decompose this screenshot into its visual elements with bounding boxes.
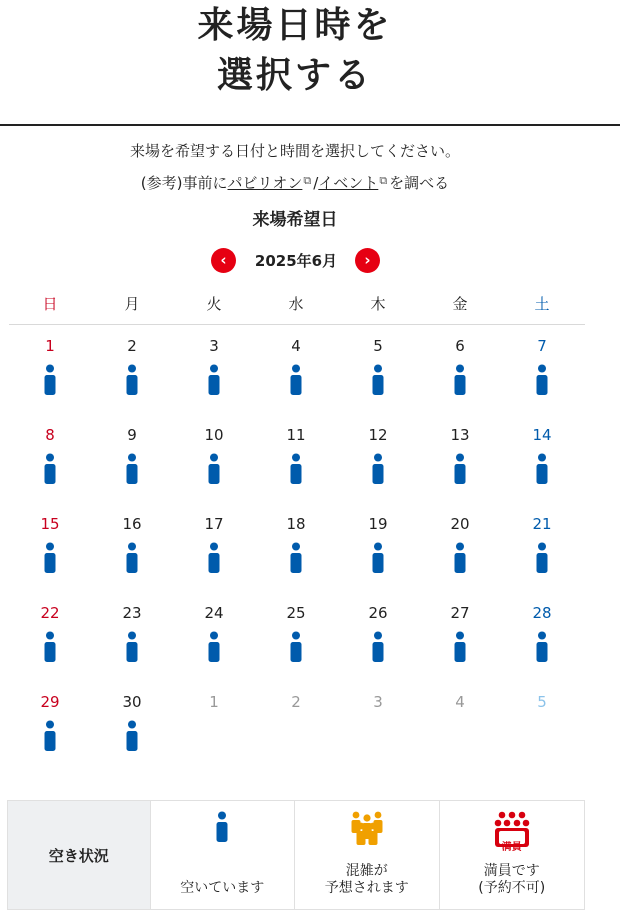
weekday-mon: 月 <box>124 295 140 313</box>
page-header <box>0 0 620 126</box>
person-icon <box>125 453 139 485</box>
person-icon <box>125 542 139 574</box>
day-number: 27 <box>450 604 470 622</box>
person-icon <box>289 453 303 485</box>
calendar-day-cell <box>255 682 337 771</box>
day-number: 1 <box>209 693 219 711</box>
day-number: 10 <box>204 426 224 444</box>
calendar-day-cell[interactable] <box>9 415 91 504</box>
person-icon <box>125 631 139 663</box>
person-icon <box>125 364 139 396</box>
person-icon <box>43 364 57 396</box>
day-number: 11 <box>286 426 306 444</box>
legend-label-full <box>440 863 585 897</box>
calendar-day-cell <box>173 682 255 771</box>
calendar-day-cell <box>501 682 583 771</box>
calendar-day-cell[interactable] <box>419 504 501 593</box>
day-number: 22 <box>40 604 60 622</box>
legend-line: 混雑が <box>345 863 388 879</box>
person-icon <box>453 364 467 396</box>
day-number: 4 <box>291 337 301 355</box>
reference-prefix: (参考)事前に <box>140 174 228 192</box>
day-number: 3 <box>209 337 219 355</box>
chevron-right-icon: › <box>364 251 371 269</box>
person-icon <box>43 720 57 752</box>
person-icon <box>289 542 303 574</box>
full-icon <box>440 811 585 851</box>
calendar-day-cell[interactable] <box>419 593 501 682</box>
availability-legend <box>7 800 585 910</box>
day-number: 5 <box>537 693 547 711</box>
person-icon <box>371 631 385 663</box>
person-icon <box>453 542 467 574</box>
weekday-thu: 木 <box>370 295 386 313</box>
person-icon <box>207 364 221 396</box>
day-number: 17 <box>204 515 224 533</box>
calendar-day-cell <box>419 682 501 771</box>
legend-line: 空いています <box>180 880 265 896</box>
calendar-day-cell[interactable] <box>337 593 419 682</box>
day-number: 13 <box>450 426 470 444</box>
day-number: 23 <box>122 604 142 622</box>
prev-month-button[interactable] <box>211 248 236 273</box>
person-icon <box>207 453 221 485</box>
crowd-icon <box>295 811 439 851</box>
person-icon <box>207 631 221 663</box>
legend-line: (予約不可) <box>478 880 546 896</box>
calendar-day-cell[interactable] <box>501 504 583 593</box>
calendar-day-cell[interactable] <box>173 326 255 415</box>
day-number: 2 <box>291 693 301 711</box>
pavilion-link[interactable] <box>228 174 303 192</box>
month-navigation <box>0 248 590 274</box>
calendar-day-cell[interactable] <box>173 593 255 682</box>
person-icon <box>207 542 221 574</box>
day-number: 4 <box>455 693 465 711</box>
day-number: 29 <box>40 693 60 711</box>
legend-heading: 空き状況 <box>8 801 151 909</box>
day-number: 16 <box>122 515 142 533</box>
day-number: 9 <box>127 426 137 444</box>
reference-separator: / <box>313 174 319 192</box>
person-icon <box>43 542 57 574</box>
weekday-fri: 金 <box>452 295 468 313</box>
person-icon <box>535 542 549 574</box>
person-icon <box>289 364 303 396</box>
day-number: 18 <box>286 515 306 533</box>
day-number: 19 <box>368 515 388 533</box>
next-month-button[interactable] <box>355 248 380 273</box>
day-number: 12 <box>368 426 388 444</box>
calendar-day-cell[interactable] <box>501 415 583 504</box>
person-icon <box>43 631 57 663</box>
legend-label-available <box>151 880 295 897</box>
day-number: 2 <box>127 337 137 355</box>
person-icon <box>535 631 549 663</box>
calendar-day-cell[interactable] <box>419 415 501 504</box>
calendar-day-cell[interactable] <box>9 593 91 682</box>
person-icon <box>371 453 385 485</box>
calendar-day-cell[interactable] <box>91 415 173 504</box>
calendar-day-cell[interactable] <box>91 593 173 682</box>
day-number: 5 <box>373 337 383 355</box>
day-number: 28 <box>532 604 552 622</box>
legend-line: 予想されます <box>324 880 409 896</box>
legend-line: 満員です <box>483 863 540 879</box>
current-month-label: 2025年6月 <box>254 252 338 270</box>
person-icon <box>453 453 467 485</box>
day-number: 24 <box>204 604 224 622</box>
external-link-icon: ⧉ <box>303 174 312 187</box>
calendar-day-cell[interactable] <box>91 326 173 415</box>
day-number: 30 <box>122 693 142 711</box>
calendar-day-cell[interactable] <box>501 593 583 682</box>
event-link-label: イベント <box>318 174 379 192</box>
person-icon <box>43 453 57 485</box>
weekday-wed: 水 <box>288 295 304 313</box>
external-link-icon: ⧉ <box>379 174 388 187</box>
day-number: 3 <box>373 693 383 711</box>
weekday-header <box>9 292 585 325</box>
reference-suffix: を調べる <box>389 174 450 192</box>
weekday-sun: 日 <box>42 295 58 313</box>
person-icon <box>125 720 139 752</box>
calendar-day-cell[interactable] <box>91 504 173 593</box>
person-icon <box>535 364 549 396</box>
day-number: 6 <box>455 337 465 355</box>
legend-label-crowded <box>295 863 439 897</box>
calendar-day-cell <box>337 682 419 771</box>
calendar-day-cell[interactable] <box>255 504 337 593</box>
day-number: 25 <box>286 604 306 622</box>
date-heading: 来場希望日 <box>252 210 338 230</box>
day-number: 7 <box>537 337 547 355</box>
calendar-day-cell[interactable] <box>337 415 419 504</box>
weekday-sat: 土 <box>534 295 550 313</box>
day-number: 8 <box>45 426 55 444</box>
calendar-day-cell[interactable] <box>255 593 337 682</box>
person-icon <box>289 631 303 663</box>
full-badge-text: 満員 <box>501 842 522 853</box>
page-title-line2: 選択する <box>216 55 373 96</box>
calendar-day-cell[interactable] <box>9 504 91 593</box>
calendar-day-cell[interactable] <box>255 415 337 504</box>
calendar-day-cell[interactable] <box>337 326 419 415</box>
person-icon <box>453 631 467 663</box>
day-number: 21 <box>532 515 552 533</box>
calendar-day-cell[interactable] <box>501 326 583 415</box>
person-icon <box>151 811 295 851</box>
calendar-day-cell[interactable] <box>173 415 255 504</box>
legend-item-available <box>151 801 296 909</box>
day-number: 15 <box>40 515 60 533</box>
calendar-day-cell[interactable] <box>419 326 501 415</box>
legend-item-crowded <box>295 801 440 909</box>
calendar-day-cell[interactable] <box>337 504 419 593</box>
page-title-line1: 来場日時を <box>197 5 393 46</box>
calendar-day-cell[interactable] <box>9 326 91 415</box>
pavilion-link-label: パビリオン <box>227 174 303 192</box>
calendar-day-cell[interactable] <box>91 682 173 771</box>
calendar-day-cell[interactable] <box>173 504 255 593</box>
person-icon <box>371 364 385 396</box>
day-number: 14 <box>532 426 552 444</box>
day-number: 20 <box>450 515 470 533</box>
chevron-left-icon: ‹ <box>220 251 227 269</box>
lead-text: 来場を希望する日付と時間を選択してください。 <box>129 142 460 160</box>
calendar-day-cell[interactable] <box>9 682 91 771</box>
person-icon <box>371 542 385 574</box>
calendar-day-cell[interactable] <box>255 326 337 415</box>
legend-item-full <box>440 801 585 909</box>
day-number: 26 <box>368 604 388 622</box>
person-icon <box>535 453 549 485</box>
event-link[interactable] <box>318 174 378 192</box>
reference-line <box>0 170 590 194</box>
weekday-tue: 火 <box>206 295 222 313</box>
day-number: 1 <box>45 337 55 355</box>
